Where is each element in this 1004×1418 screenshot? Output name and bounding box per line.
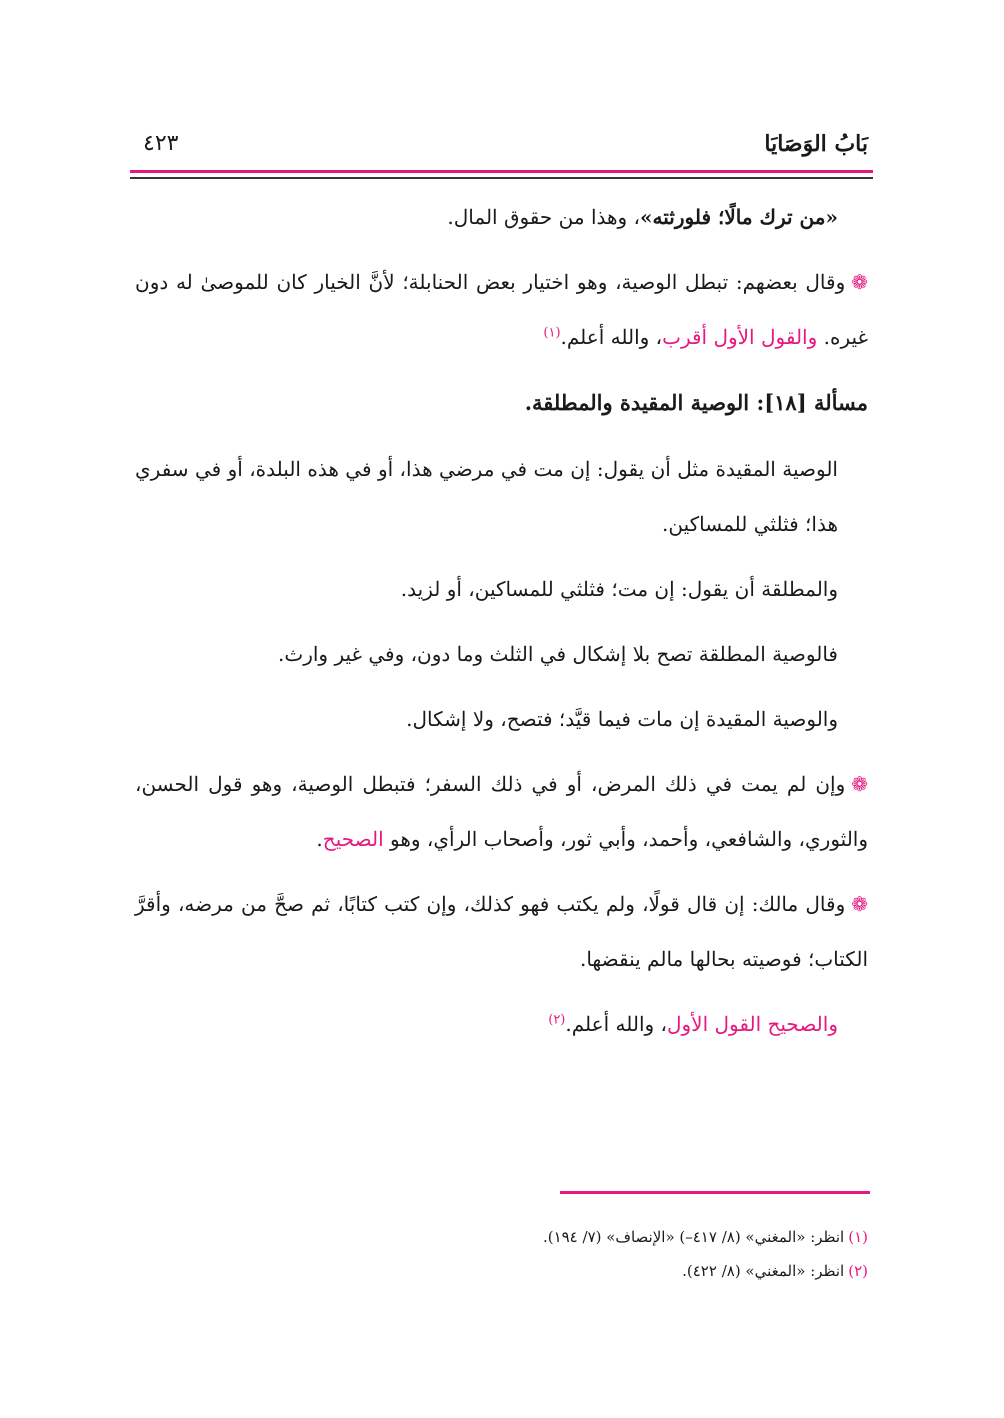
header-rule-dark: [130, 177, 873, 179]
page-number: ٤٢٣: [143, 131, 179, 156]
paragraph-7: ❁وإن لم يمت في ذلك المرض، أو في ذلك السفر؛ فتبطل الوصية، وهو قول الحسن، والثوري، والشافعي، وأحمد، وأبي ثور، وأصحاب الرأي، وهو الصحيح.: [135, 772, 868, 851]
paragraph-8: ❁وقال مالك: إن قال قولًا، ولم يكتب فهو كذلك، وإن كتب كتابًا، ثم صحَّ من مرضه، وأقرَّ الكتاب؛ فوصيته بحالها مالم ينقضها.: [135, 892, 868, 971]
preferred-opinion: والقول الأول أقرب: [662, 325, 818, 349]
footnote-rule: [560, 1191, 870, 1194]
paragraph-3: الوصية المقيدة مثل أن يقول: إن مت في مرضي هذا، أو في هذه البلدة، أو في سفري هذا؛ فثلثي للمساكين.: [135, 457, 838, 536]
footnotes: [135, 1220, 868, 1288]
header-rule-pink: [130, 170, 873, 173]
flower-ornament-icon: ❁: [851, 892, 868, 916]
footnote-number: (١): [848, 1228, 868, 1246]
main-text: [135, 190, 868, 1062]
hadith-quote: «من ترك مالًا؛ فلورثته»: [640, 205, 838, 229]
paragraph-1: «من ترك مالًا؛ فلورثته»، وهذا من حقوق المال.: [447, 205, 838, 229]
paragraph-2: ❁وقال بعضهم: تبطل الوصية، وهو اختيار بعض الحنابلة؛ لأنَّ الخيار كان للموصىٰ له دون غيره. والقول الأول أقرب، والله أعلم.$^{(١)}$: [135, 270, 868, 349]
footnote-ref-1[interactable]: (١): [543, 325, 561, 341]
paragraph-5: فالوصية المطلقة تصح بلا إشكال في الثلث وما دون، وفي غير وارث.: [278, 642, 838, 666]
footnote-ref-2[interactable]: (٢): [548, 1012, 566, 1028]
paragraph-4: والمطلقة أن يقول: إن مت؛ فثلثي للمساكين، أو لزيد.: [400, 577, 838, 601]
issue-heading: [135, 375, 868, 430]
issue-label: مسألة [١٨]:: [756, 390, 868, 415]
footnote-2: [135, 1254, 868, 1288]
conclusion: والصحيح القول الأول: [666, 1012, 838, 1036]
paragraph-6: والوصية المقيدة إن مات فيما قيَّد؛ فتصح، ولا إشكال.: [406, 707, 838, 731]
chapter-title: بَابُ الوَصَايَا: [764, 131, 868, 157]
footnote-1: [135, 1220, 868, 1254]
correct-opinion: الصحيح: [322, 827, 384, 851]
footnote-text: انظر: «المغني» (٨/ ٤٢٢).: [682, 1262, 845, 1280]
flower-ornament-icon: ❁: [851, 270, 868, 294]
footnote-number: (٢): [848, 1262, 868, 1280]
footnote-text: انظر: «المغني» (٨/ ٤١٧–) «الإنصاف» (٧/ ١٩٤).: [542, 1228, 845, 1246]
paragraph-9: والصحيح القول الأول، والله أعلم.$^{(٢)}$: [548, 1012, 838, 1036]
page-header: [135, 125, 868, 169]
issue-title: الوصية المقيدة والمطلقة.: [524, 390, 750, 415]
flower-ornament-icon: ❁: [851, 772, 868, 796]
